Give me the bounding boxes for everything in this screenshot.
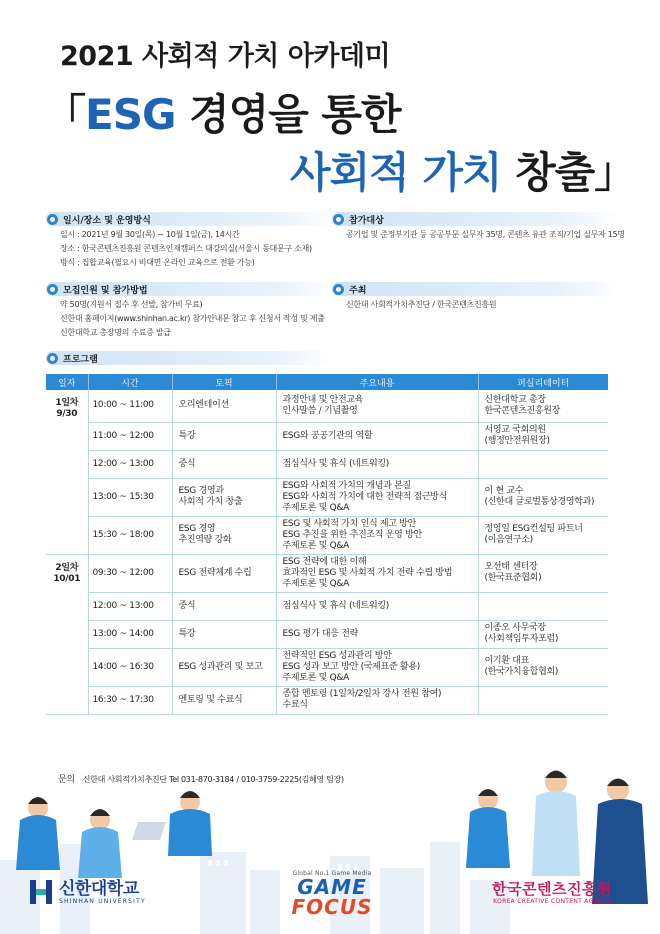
cell-topic: ESG 전략체계 수립 [172,554,276,592]
game-focus-word2: FOCUS [291,895,373,919]
cell-topic: 특강 [172,422,276,450]
recruit-line: 신한대 홈페이지(www.shinhan.ac.kr) 참가안내문 참고 후 신청서 작성 및 제출 [60,314,325,323]
cell-topic: ESG 경영과 사회적 가치 창출 [172,478,276,516]
bullet-dot-icon [47,353,58,364]
title-rest2: 창출」 [501,148,636,197]
table-row [46,554,608,592]
table-row [46,478,608,516]
title-open-bracket: 「 [44,90,86,139]
cell-time: 13:00 ~ 15:30 [88,478,172,516]
game-focus-word1: GAME [297,875,367,899]
title-social-value: 사회적 가치 [290,148,502,197]
header-time: 시간 [88,374,172,390]
cell-day [46,450,88,478]
cell-facilitator [478,686,608,714]
cell-time: 10:00 ~ 11:00 [88,390,172,422]
kocca-name-kr: 한국콘텐츠진흥원 [492,880,612,898]
cell-time: 14:00 ~ 16:30 [88,648,172,686]
game-focus-tagline: Global No.1 Game Media [292,870,372,877]
table-row [46,620,608,648]
target-section [332,212,625,240]
bullet-dot-icon [333,284,344,295]
cell-content: ESG와 사회적 가치의 개념과 본질 ESG와 사회적 가치에 대한 전략적 접근방식 주제토론 및 Q&A [276,478,478,516]
cell-day [46,686,88,714]
shinhan-name-en: SHINHAN UNIVERSITY [59,897,146,905]
cell-day [46,478,88,516]
poster-subtitle: 2021 사회적 가치 아카데미 [60,41,391,72]
cell-topic: 중식 [172,592,276,620]
cell-content: 과정안내 및 안전교육 인사말씀 / 기념촬영 [276,390,478,422]
cell-time: 16:30 ~ 17:30 [88,686,172,714]
cell-facilitator: 이 현 교수 (신한대 글로벌통상경영학과) [478,478,608,516]
header-facilitator: 퍼실리테이터 [478,374,608,390]
schedule-heading: 일시/장소 및 운영방식 [46,212,334,226]
recruit-section [46,282,334,338]
table-row [46,686,608,714]
cell-facilitator: 이기환 대표 (한국가치융합협회) [478,648,608,686]
cell-content: ESG 평가 대응 전략 [276,620,478,648]
cell-facilitator: 이종오 사무국장 (사회책임투자포럼) [478,620,608,648]
cell-facilitator: 서영교 국회의원 (행정안전위원장) [478,422,608,450]
table-row [46,390,608,422]
cell-day [46,422,88,450]
cell-content: 점심식사 및 휴식 (네트워킹) [276,592,478,620]
shinhan-emblem-icon [28,878,54,906]
people-left-icon [16,791,212,878]
table-header-row [46,374,608,390]
cell-topic: 멘토링 및 수료식 [172,686,276,714]
cell-facilitator: 오선태 센터장 (한국표준협회) [478,554,608,592]
header-content: 주요내용 [276,374,478,390]
bullet-dot-icon [47,214,58,225]
table-row [46,592,608,620]
cell-content: 전략적인 ESG 성과관리 방안 ESG 성과 보고 방안 (국제표준 활용) 주제토론 및 Q&A [276,648,478,686]
cell-time: 12:00 ~ 13:00 [88,450,172,478]
cell-time: 13:00 ~ 14:00 [88,620,172,648]
recruit-line: 신한대학교 총장명의 수료증 발급 [60,328,171,337]
contact-label: 문의 [58,775,75,785]
title-rest1: 경영을 통한 [175,90,401,139]
cell-day [46,620,88,648]
program-heading: 프로그램 [46,351,334,365]
cell-content: ESG 및 사회적 가치 인식 제고 방안 ESG 추진을 위한 추진조직 운영 방안 주제토론 및 Q&A [276,516,478,554]
contact-text: 신한대 사회적가치추진단 Tel 031-870-3184 / 010-3759-2225(김혜영 팀장) [82,775,344,784]
cell-day [46,648,88,686]
cell-content: 점심식사 및 휴식 (네트워킹) [276,450,478,478]
target-heading: 참가대상 [332,212,620,226]
header-topic: 토픽 [172,374,276,390]
cell-day [46,516,88,554]
table-row [46,450,608,478]
cell-facilitator: 신한대학교 총장 한국콘텐츠진흥원장 [478,390,608,422]
table-row [46,648,608,686]
cell-topic: 오리엔테이션 [172,390,276,422]
cell-content: 종합 멘토링 (1일차/2일차 강사 전원 참여) 수료식 [276,686,478,714]
poster-title-line2 [290,140,635,200]
host-heading: 주최 [332,282,620,296]
recruit-line: 약 50명(지원서 접수 후 선발, 참가비 무료) [60,300,203,309]
cell-day [46,592,88,620]
shinhan-university-logo [28,878,146,906]
program-table [46,374,608,715]
cell-content: ESG와 공공기관의 역할 [276,422,478,450]
bullet-dot-icon [47,284,58,295]
cell-topic: ESG 경영 추진역량 강화 [172,516,276,554]
recruit-heading: 모집인원 및 참가방법 [46,282,334,296]
cell-content: ESG 전략에 대한 이해 효과적인 ESG 및 사회적 가치 전략 수립 방법 주제토론 및 Q&A [276,554,478,592]
target-line: 공기업 및 준정부기관 등 공공부문 실무자 35명, 콘텐츠 유관 조직/기업 실무자 15명 [346,230,625,239]
poster-title-line1 [44,82,401,142]
table-row [46,516,608,554]
cell-topic: 중식 [172,450,276,478]
contact-info [58,772,344,785]
kocca-logo [492,880,612,905]
cell-time: 12:00 ~ 13:00 [88,592,172,620]
schedule-section [46,212,334,268]
host-line: 신한대 사회적가치추진단 / 한국콘텐츠진흥원 [346,300,497,309]
schedule-line: 장소 : 한국콘텐츠진흥원 콘텐츠인재캠퍼스 대강의실(서울시 동대문구 소재) [60,244,312,253]
cell-time: 09:30 ~ 12:00 [88,554,172,592]
schedule-line: 방식 : 집합교육(필요시 비대면 온라인 교육으로 전환 가능) [60,258,255,267]
cell-facilitator [478,592,608,620]
cell-day: 1일차 9/30 [55,398,79,419]
cell-time: 11:00 ~ 12:00 [88,422,172,450]
host-section [332,282,620,310]
cell-facilitator [478,450,608,478]
game-focus-logo [252,870,412,917]
poster-header [0,0,660,200]
cell-facilitator: 정영일 ESG컨설팅 파트너 (이음연구소) [478,516,608,554]
cell-time: 15:30 ~ 18:00 [88,516,172,554]
cell-day: 2일차 10/01 [53,562,81,584]
kocca-name-en: KOREA CREATIVE CONTENT AGENCY [493,898,611,905]
header-day: 일자 [46,374,88,390]
schedule-line: 일시 : 2021년 9월 30일(목) ~ 10월 1일(금), 14시간 [60,230,240,239]
table-row [46,422,608,450]
shinhan-name-kr: 신한대학교 [59,878,139,899]
cell-topic: ESG 성과관리 및 보고 [172,648,276,686]
cell-topic: 특강 [172,620,276,648]
title-esg: ESG [85,90,176,139]
bullet-dot-icon [333,214,344,225]
